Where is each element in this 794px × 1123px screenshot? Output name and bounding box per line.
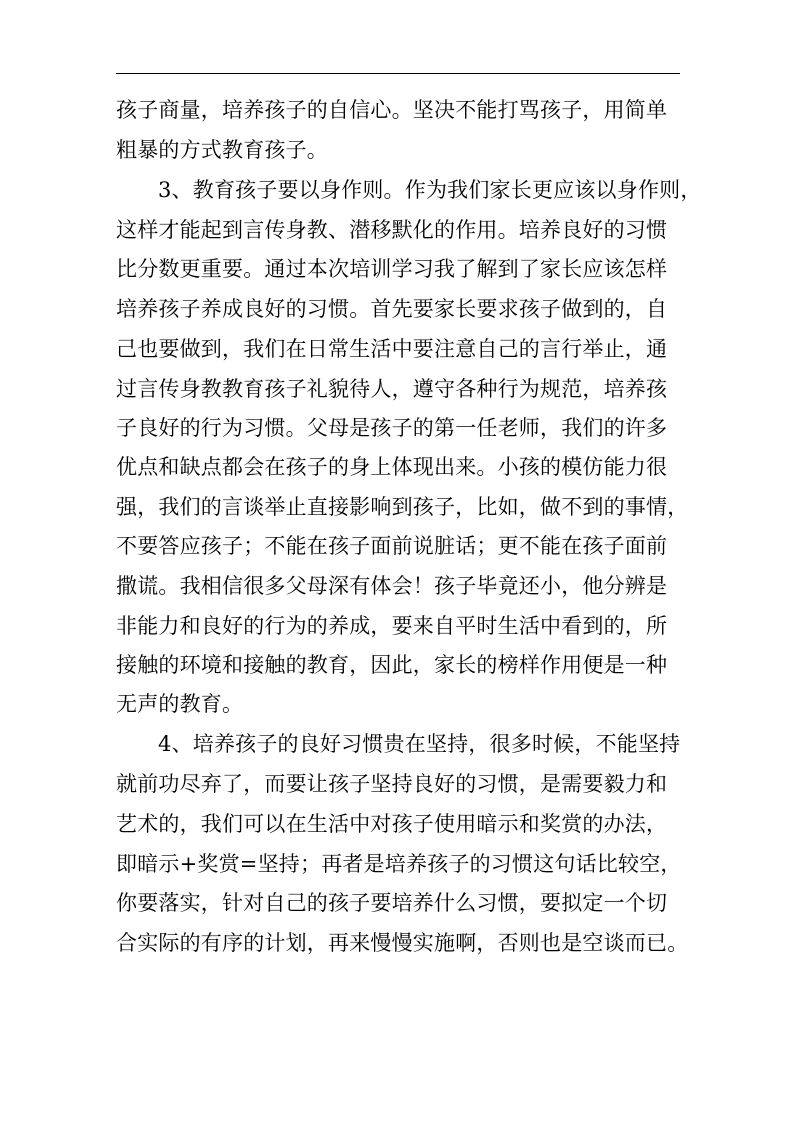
text-line: 你要落实，针对自己的孩子要培养什么习惯，要拟定一个切 <box>116 891 668 915</box>
paragraph-4-start: 4、培养孩子的良好习惯贵在坚持，很多时候，不能坚持 <box>158 732 681 756</box>
text-line: 子良好的行为习惯。父母是孩子的第一任老师，我们的许多 <box>116 416 668 440</box>
text-line: 接触的环境和接触的教育，因此，家长的榜样作用便是一种 <box>116 653 668 677</box>
text-line: 合实际的有序的计划，再来慢慢实施啊，否则也是空谈而已。 <box>116 931 689 955</box>
paragraph-3-start: 3、教育孩子要以身作则。作为我们家长更应该以身作则， <box>158 178 702 202</box>
text-line: 己也要做到，我们在日常生活中要注意自己的言行举止，通 <box>116 337 668 361</box>
text-line: 艺术的，我们可以在生活中对孩子使用暗示和奖赏的办法， <box>116 812 668 836</box>
text-line: 非能力和良好的行为的养成，要来自平时生活中看到的，所 <box>116 614 668 638</box>
text-line: 优点和缺点都会在孩子的身上体现出来。小孩的模仿能力很 <box>116 455 668 479</box>
text-line: 粗暴的方式教育孩子。 <box>116 138 328 162</box>
text-line: 就前功尽弃了，而要让孩子坚持良好的习惯，是需要毅力和 <box>116 772 668 796</box>
text-line: 撒谎。我相信很多父母深有体会！孩子毕竟还小，他分辨是 <box>116 574 668 598</box>
header-rule <box>116 73 680 74</box>
text-line: 无声的教育。 <box>116 692 244 716</box>
text-line: 即暗示+奖赏=坚持；再者是培养孩子的习惯这句话比较空， <box>116 852 682 876</box>
text-line: 比分数更重要。通过本次培训学习我了解到了家长应该怎样 <box>116 257 668 281</box>
text-line: 这样才能起到言传身教、潜移默化的作用。培养良好的习惯 <box>116 218 668 242</box>
text-line: 过言传身教教育孩子礼貌待人，遵守各种行为规范，培养孩 <box>116 377 668 401</box>
text-line: 孩子商量，培养孩子的自信心。坚决不能打骂孩子，用简单 <box>116 98 668 122</box>
text-line: 强，我们的言谈举止直接影响到孩子，比如，做不到的事情， <box>116 495 689 519</box>
text-line: 不要答应孩子；不能在孩子面前说脏话；更不能在孩子面前 <box>116 534 668 558</box>
text-line: 培养孩子养成良好的习惯。首先要家长要求孩子做到的，自 <box>116 297 668 321</box>
